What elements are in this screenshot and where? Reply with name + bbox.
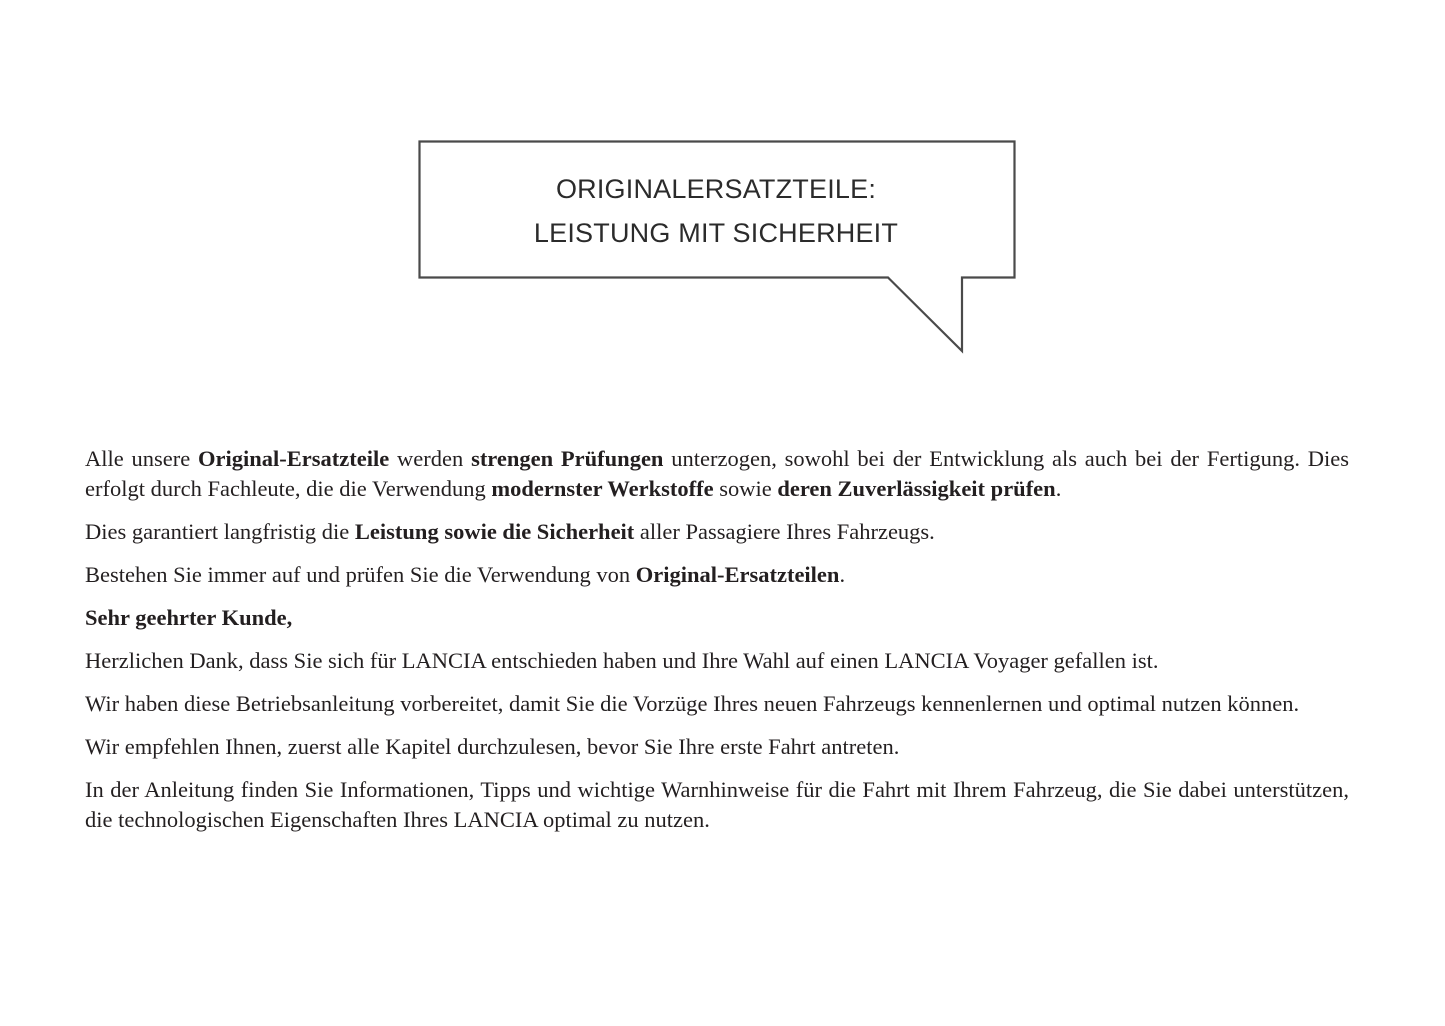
- paragraph-insist: [85, 560, 1349, 590]
- greeting: [85, 603, 1349, 633]
- text-span: Dies garantiert langfristig die: [85, 519, 355, 544]
- bold-span: Original-Ersatzteilen: [635, 562, 840, 587]
- bold-span: Leistung sowie die Sicherheit: [354, 519, 635, 544]
- callout-line-1: ORIGINALERSATZTEILE:: [555, 174, 877, 204]
- intro-text: [85, 444, 1349, 848]
- text-span: werden: [389, 446, 472, 471]
- bold-span: Original-Ersatzteile: [198, 446, 390, 471]
- text-span: Alle unsere: [85, 446, 199, 471]
- text-span: .: [839, 562, 846, 587]
- text-span: sowie: [713, 476, 778, 501]
- bold-span: deren Zuverlässigkeit prüfen: [777, 476, 1056, 501]
- callout-line-2: LEISTUNG MIT SICHERHEIT: [533, 218, 899, 248]
- paragraph-thanks: Herzlichen Dank, dass Sie sich für LANCIA entschieden haben und Ihre Wahl auf einen LANCIA Voyager gefallen ist.: [85, 648, 1159, 673]
- paragraph-original-parts: [85, 444, 1349, 504]
- paragraph-manual-contents: In der Anleitung finden Sie Informationen, Tipps und wichtige Warnhinweise für die Fahrt mit Ihrem Fahrzeug, die Sie dabei unterstützen, die technologischen Eigenschaften Ihres LANCIA optimal zu nutzen.: [85, 777, 1349, 832]
- greeting-text: Sehr geehrter Kunde,: [85, 605, 293, 630]
- callout-heading: [418, 167, 1014, 255]
- bold-span: strengen Prüfungen: [471, 446, 664, 471]
- paragraph-read-chapters: Wir empfehlen Ihnen, zuerst alle Kapitel durchzulesen, bevor Sie Ihre erste Fahrt antreten.: [85, 734, 900, 759]
- bold-span: modernster Werkstoffe: [491, 476, 714, 501]
- paragraph-guarantee: [85, 517, 1349, 547]
- text-span: .: [1055, 476, 1062, 501]
- text-span: Bestehen Sie immer auf und prüfen Sie die Verwendung von: [85, 562, 636, 587]
- paragraph-manual-prepared: Wir haben diese Betriebsanleitung vorbereitet, damit Sie die Vorzüge Ihres neuen Fahrzeugs kennenlernen und optimal nutzen können.: [85, 691, 1300, 716]
- text-span: aller Passagiere Ihres Fahrzeugs.: [634, 519, 935, 544]
- text-span: unterzogen, sowohl bei der Entwicklung als auch bei der Fertigung. Dies erfolgt durch Fachleute, die die Verwendung: [85, 446, 1349, 501]
- speech-bubble-callout: [418, 140, 1018, 355]
